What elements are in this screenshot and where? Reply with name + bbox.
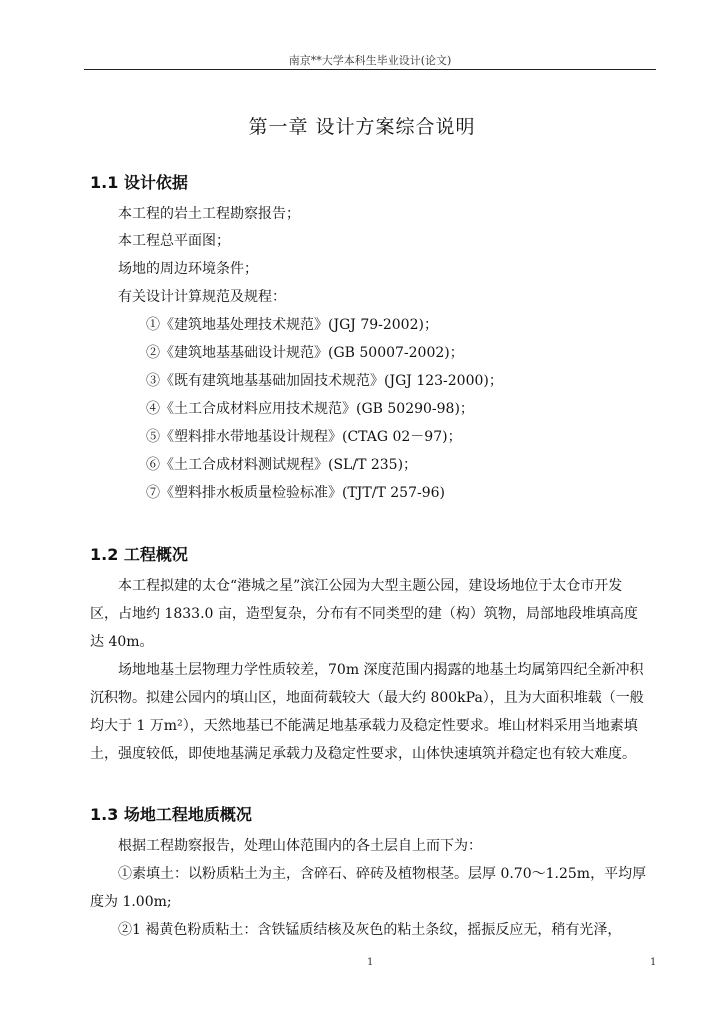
spec-item: ①《建筑地基处理技术规范》(JGJ 79-2002)； bbox=[146, 317, 438, 333]
basis-item: 本工程的岩土工程勘察报告； bbox=[118, 206, 300, 222]
paragraph-line: 达 40m。 bbox=[90, 634, 154, 650]
paragraph-line: 度为 1.00m; bbox=[90, 894, 172, 910]
paragraph-line: 根据工程勘察报告，处理山体范围内的各土层自上而下为： bbox=[118, 838, 482, 854]
spec-item: ③《既有建筑地基基础加固技术规范》(JGJ 123-2000)； bbox=[146, 373, 503, 389]
paragraph-line: 均大于 1 万m²），天然地基已不能满足地基承载力及稳定性要求。堆山材料采用当地素填 bbox=[90, 718, 638, 734]
section-1-1-heading: 1.1 设计依据 bbox=[90, 173, 188, 192]
spec-item: ⑦《塑料排水板质量检验标准》(TJT/T 257-96) bbox=[146, 485, 445, 501]
basis-item: 有关设计计算规范及规程： bbox=[118, 289, 286, 305]
section-1-3-heading: 1.3 场地工程地质概况 bbox=[90, 805, 252, 824]
chapter-title: 第一章 设计方案综合说明 bbox=[248, 116, 476, 138]
running-header: 南京**大学本科生毕业设计(论文) bbox=[288, 54, 452, 67]
paragraph-line: 区，占地约 1833.0 亩，造型复杂，分布有不同类型的建（构）筑物，局部地段堆填高度 bbox=[90, 606, 638, 622]
paragraph-line: ①素填土：以粉质粘土为主，含碎石、碎砖及植物根茎。层厚 0.70～1.25m，平均厚 bbox=[118, 866, 647, 882]
section-1-2-heading: 1.2 工程概况 bbox=[90, 545, 188, 564]
paragraph-line: 场地地基土层物理力学性质较差，70m 深度范围内揭露的地基土均属第四纪全新冲积 bbox=[118, 662, 644, 678]
basis-item: 本工程总平面图； bbox=[118, 233, 230, 249]
spec-item: ④《土工合成材料应用技术规范》(GB 50290-98)； bbox=[146, 401, 474, 417]
paragraph-line: 沉积物。拟建公园内的填山区，地面荷载较大（最大约 800kPa），且为大面积堆载（一般 bbox=[90, 690, 644, 706]
paragraph-line: ②1 褐黄色粉质粘土：含铁锰质结核及灰色的粘土条纹，摇振反应无，稍有光泽， bbox=[118, 922, 622, 938]
basis-item: 场地的周边环境条件； bbox=[118, 261, 258, 277]
page-number-center: 1 bbox=[367, 957, 374, 968]
paragraph-line: 本工程拟建的太仓“港城之星”滨江公园为大型主题公园，建设场地位于太仓市开发 bbox=[118, 578, 623, 594]
spec-item: ⑤《塑料排水带地基设计规程》(CTAG 02－97)； bbox=[146, 429, 462, 445]
header-rule bbox=[84, 69, 656, 70]
spec-item: ⑥《土工合成材料测试规程》(SL/T 235)； bbox=[146, 457, 418, 473]
page-number-right: 1 bbox=[650, 957, 657, 968]
paragraph-line: 土，强度较低，即使地基满足承载力及稳定性要求，山体快速填筑并稳定也有较大难度。 bbox=[90, 746, 636, 762]
spec-item: ②《建筑地基基础设计规范》(GB 50007-2002)； bbox=[146, 345, 464, 361]
